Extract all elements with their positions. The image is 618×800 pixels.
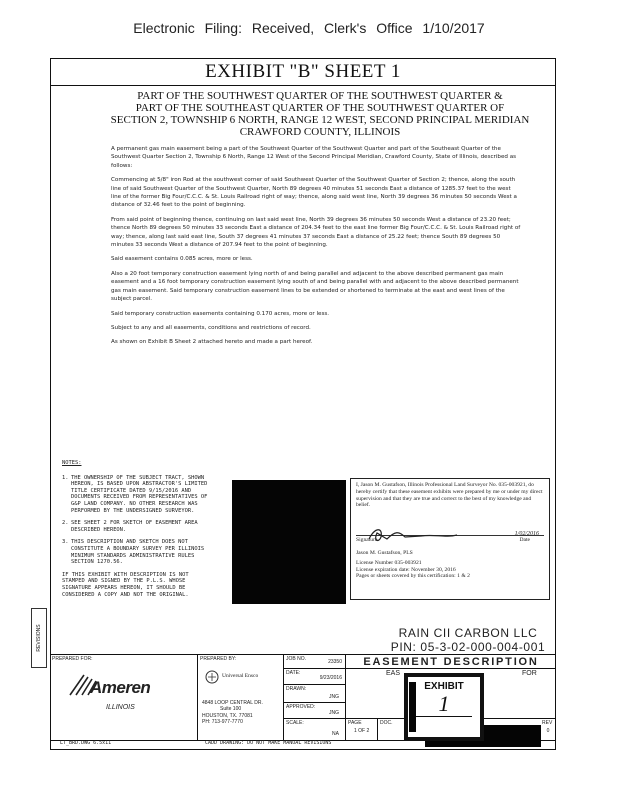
description-paragraph: Said easement contains 0.085 acres, more or less. [111, 256, 253, 263]
note-text: SEE SHEET 2 FOR SKETCH OF EASEMENT AREA DESCRIBED HEREON. [71, 520, 198, 533]
description-paragraph: A permanent gas main easement being a part of the Southwest Quarter of the Southwest Quarter and part of the Southeast Quarter of the Southwest Quarter Section 2, Township 6 North, Range 12 West of the Second Principal Meridian, Crawford County, State of Illinois, described as follows: [111, 146, 517, 169]
doc-label: DOC. [380, 720, 393, 726]
heading-line: SECTION 2, TOWNSHIP 6 NORTH, RANGE 12 WEST, SECOND PRINCIPAL MERIDIAN [110, 114, 530, 126]
notes-footer: IF THIS EXHIBIT WITH DESCRIPTION IS NOT STAMPED AND SIGNED BY THE P.L.S. WHOSE SIGNATURE APPEARS HEREON, IT SHOULD BE CONSIDERED A COPY AND NOT THE ORIGINAL. [62, 571, 189, 598]
license-expiration: License expiration date: November 30, 2016 [356, 566, 456, 573]
legal-description [111, 145, 521, 353]
exhibit-sticker [404, 673, 484, 741]
owner-block [383, 626, 553, 654]
approved-cell [284, 703, 346, 719]
address-line: PH: 713-977-7770 [202, 719, 243, 726]
certificate-text: I, Jason M. Gustafson, Illinois Professional Land Surveyor No. 035-003921, do hereby certify that these easement exhibits were prepared by me or under my direct supervision and that they are true and correct to the best of my knowledge and belief. [356, 482, 543, 509]
description-paragraph: Also a 20 foot temporary construction easement lying north of and being parallel and adjacent to the above described permanent gas main easement and a 16 foot temporary construction easement lying south of and being parallel with and adjacent to the above described permanent gas main easement. Said temporary construction easement lines to be extended or shortened to terminate at the east and west lines of the subject parcel. [111, 270, 519, 303]
rev-value: 0 [546, 728, 550, 734]
rev-cell [540, 719, 556, 741]
notes-section [62, 460, 214, 604]
prepared-by-label: PREPARED BY: [200, 656, 237, 662]
prepared-for-label: PREPARED FOR: [52, 656, 93, 662]
approved-label: APPROVED: [286, 704, 316, 710]
drawn-value: JNG [329, 694, 339, 700]
signature-label: Signature [356, 537, 378, 544]
description-title: EASEMENT DESCRIPTION [346, 655, 556, 669]
firm-name: Universal Ensco [222, 673, 259, 679]
surveyor-certificate [350, 478, 550, 600]
heading-line: PART OF THE SOUTHEAST QUARTER OF THE SOUTHWEST QUARTER OF [135, 102, 505, 114]
signature-scribble-icon [365, 525, 485, 545]
job-no-cell [284, 655, 346, 669]
revisions-tab [31, 608, 47, 668]
note-number: 3. [62, 539, 69, 546]
exhibit-side-strip [409, 682, 416, 732]
revisions-label: REVISIONS [36, 624, 42, 652]
owner-name: RAIN CII CARBON LLC [398, 626, 538, 640]
cadd-warning: CADD DRAWING: DO NOT MAKE MANUAL REVISIONS [205, 740, 332, 746]
address-line: Suite 100 [220, 706, 242, 713]
scale-cell [284, 719, 346, 741]
filing-stamp: Electronic Filing: Received, Clerk's Office 1/10/2017 [133, 20, 485, 36]
note-item [62, 475, 214, 515]
note-number: 1. [62, 474, 69, 481]
note-text: THE OWNERSHIP OF THE SUBJECT TRACT, SHOWN HEREON, IS BASED UPON ABSTRACTOR'S LIMITED TITLE CERTIFICATE DATED 9/15/2016 AND DOCUMENTS RECEIVED FROM REPRESENTATIVES OF G&P LAND COMPANY. NO OTHER RESEARCH WAS PERFORMED BY THE UNDERSIGNED SURVEYOR. [71, 474, 208, 514]
exhibit-underline [416, 716, 472, 717]
signature-date: 1/02/2016 [514, 531, 539, 537]
note-item [62, 539, 214, 565]
description-sub-left: EAS [386, 670, 401, 677]
job-no-label: JOB NO. [286, 656, 307, 662]
notes-header: NOTES: [62, 460, 82, 466]
pages-covered: Pages or sheets covered by this certification: 1 & 2 [356, 573, 470, 580]
job-no-value: 23350 [328, 659, 342, 665]
date-cell [284, 669, 346, 685]
note-number: 2. [62, 520, 69, 527]
license-number: License Number 035-003921 [356, 559, 422, 566]
description-paragraph: Commencing at 5/8" iron Rod at the southwest corner of said Southwest Quarter of the Southwest Quarter of Section 2; thence, along the south line of said Southwest Quarter of the Southwest Quarter, North 89 degrees 40 minutes 51 seconds East a distance of 1285.37 feet to the west line of the former Big Four/C.C.C. & St. Louis Railroad right of way; thence, along said west line, North 39 degrees 36 minutes 50 seconds West a distance of 32.46 feet to the point of beginning. [111, 177, 517, 209]
description-paragraph: Subject to any and all easements, conditions and restrictions of record. [111, 324, 311, 331]
description-sub-right: FOR [522, 670, 537, 677]
note-text: THIS DESCRIPTION AND SKETCH DOES NOT CONSTITUTE A BOUNDARY SURVEY PER ILLINOIS MINIMUM STANDARDS ADMINISTRATIVE RULES SECTION 1270.56. [71, 539, 205, 566]
description-paragraph: Said temporary construction easements containing 0.170 acres, more or less. [111, 310, 330, 317]
heading-line: PART OF THE SOUTHWEST QUARTER OF THE SOUTHWEST QUARTER & [137, 90, 503, 102]
firm-address [202, 700, 263, 726]
page-cell [346, 719, 378, 741]
exhibit-label: EXHIBIT [424, 681, 464, 692]
date-label: Date [519, 537, 530, 544]
client-sub: ILLINOIS [106, 704, 135, 711]
parcel-pin: PIN: 05-3-02-000-004-001 [390, 640, 546, 654]
surveyor-name: Jason M. Gustafson, PLS [356, 549, 413, 556]
page-value: 1 OF 2 [354, 728, 370, 734]
description-paragraph: As shown on Exhibit B Sheet 2 attached hereto and made a part hereof. [111, 339, 313, 346]
redacted-seal [232, 480, 346, 604]
drawn-cell [284, 685, 346, 703]
address-line: HOUSTON, TX. 77081 [202, 712, 253, 719]
legal-heading [85, 90, 555, 138]
scale-label: SCALE: [286, 720, 304, 726]
drawing-file: LT_BRD.DWG 6.5x11 [60, 740, 112, 746]
page-label: PAGE [348, 720, 362, 726]
drawn-label: DRAWN: [286, 686, 307, 692]
date-label-cell: DATE: [286, 670, 301, 676]
rev-label: REV [542, 720, 553, 726]
heading-line: CRAWFORD COUNTY, ILLINOIS [239, 126, 401, 138]
client-logo: Ameren [90, 678, 151, 697]
note-item [62, 520, 214, 533]
exhibit-title: EXHIBIT "B" SHEET 1 [50, 58, 556, 86]
exhibit-number: 1 [438, 691, 450, 716]
address-line: 4848 LOOP CENTRAL DR. [202, 700, 263, 706]
firm-logo-icon [204, 669, 220, 685]
date-value: 9/23/2016 [319, 675, 342, 681]
description-paragraph: From said point of beginning thence, continuing on last said west line, North 39 degrees 36 minutes 50 seconds West a distance of 23.20 feet; thence North 89 degrees 50 minutes 33 seconds East a distance of 204.34 feet to the east line former Big Four/C.C.C. & St. Louis Railroad right of way; thence, along last said east line, South 37 degrees 41 minutes 37 seconds East a distance of 25.22 feet; thence South 89 degrees 50 minutes 33 seconds West a distance of 207.94 feet to the point of beginning. [111, 216, 521, 249]
approved-value: JNG [329, 710, 339, 716]
doc-cell [378, 719, 406, 741]
scale-value: NA [332, 731, 339, 737]
prepared-for-cell [50, 655, 198, 741]
prepared-by-cell [198, 655, 284, 741]
